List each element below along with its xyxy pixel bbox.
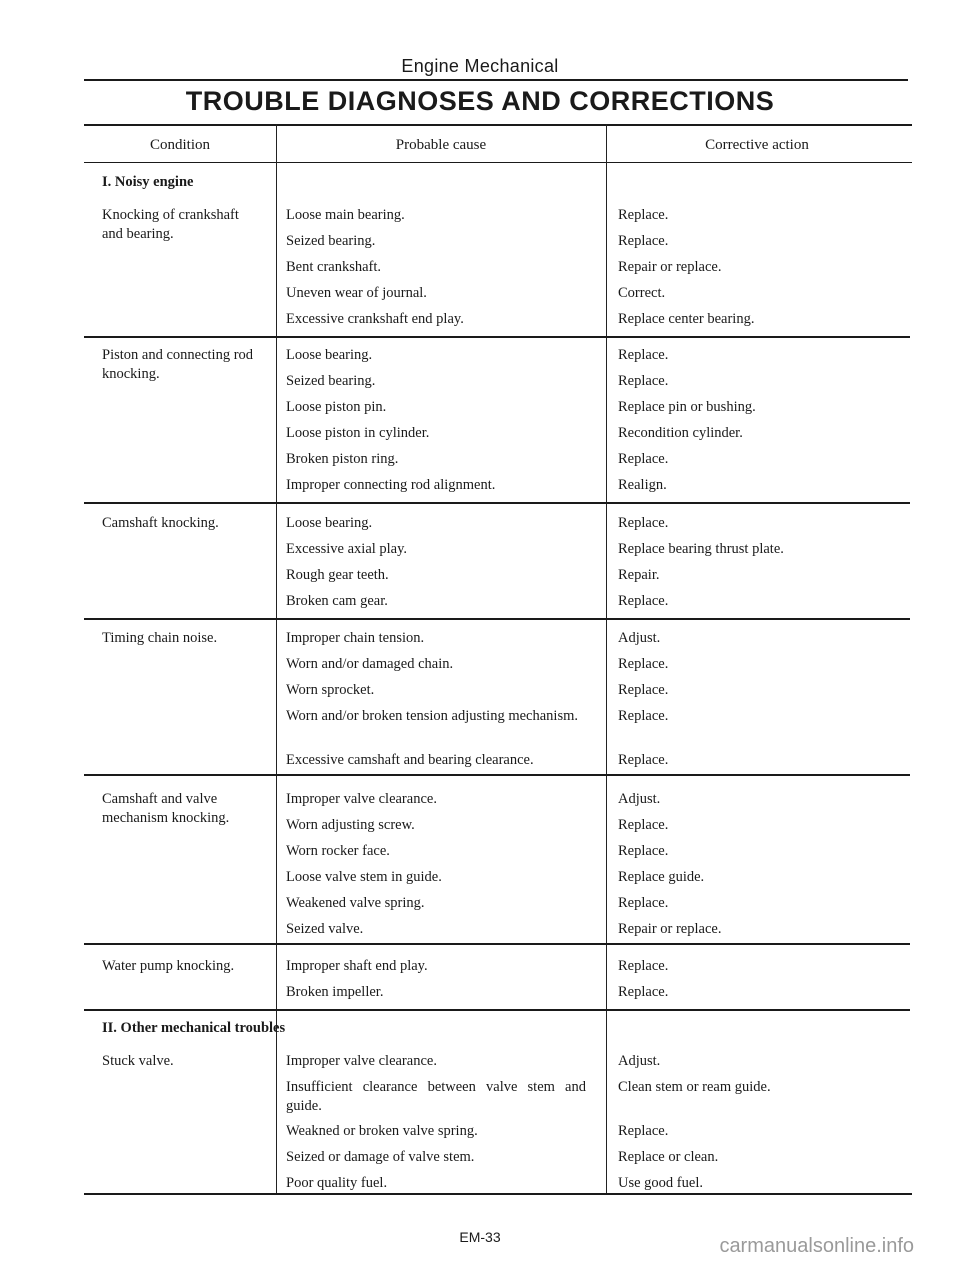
action-cell: Replace.	[618, 656, 669, 672]
action-cell: Adjust.	[618, 791, 661, 807]
cause-cell: Worn rocker face.	[286, 843, 390, 859]
cause-cell: Loose piston pin.	[286, 399, 387, 415]
cause-cell: Worn adjusting screw.	[286, 817, 415, 833]
cause-cell: Broken cam gear.	[286, 593, 388, 609]
cause-cell: Broken piston ring.	[286, 451, 399, 467]
header-condition: Condition	[149, 137, 210, 153]
cause-cell: Uneven wear of journal.	[286, 285, 427, 301]
action-cell: Replace center bearing.	[618, 311, 755, 327]
condition-cell: Piston and connecting rod knocking.	[102, 347, 254, 382]
action-cell: Replace.	[618, 1123, 669, 1139]
watermark: carmanualsonline.info	[719, 1235, 914, 1257]
category-other-troubles: II. Other mechanical troubles	[102, 1020, 286, 1036]
action-cell: Clean stem or ream guide.	[618, 1079, 771, 1095]
action-cell: Replace guide.	[618, 869, 705, 885]
cause-cell: Improper valve clearance.	[286, 791, 437, 807]
action-cell: Replace.	[618, 895, 669, 911]
action-cell: Replace.	[618, 843, 669, 859]
cause-cell: Excessive crankshaft end play.	[286, 311, 464, 327]
action-cell: Replace.	[618, 451, 669, 467]
action-cell: Replace.	[618, 347, 669, 363]
group-separator	[84, 774, 910, 776]
cause-cell: Worn and/or broken tension adjusting mechanism.	[286, 708, 578, 724]
cause-cell: Poor quality fuel.	[286, 1175, 388, 1191]
action-cell: Replace.	[618, 515, 669, 531]
action-cell: Repair.	[618, 567, 660, 583]
cause-cell: Loose main bearing.	[286, 207, 405, 223]
action-cell: Adjust.	[618, 1053, 661, 1069]
cause-cell: Insufficient clearance between valve stem and guide.	[286, 1079, 586, 1114]
action-cell: Replace.	[618, 373, 669, 389]
cause-cell: Worn sprocket.	[286, 682, 375, 698]
cause-cell: Seized valve.	[286, 921, 364, 937]
action-cell: Replace.	[618, 958, 669, 974]
cause-cell: Seized bearing.	[286, 233, 376, 249]
action-cell: Repair or replace.	[618, 921, 722, 937]
cause-cell: Excessive camshaft and bearing clearance.	[286, 752, 534, 768]
condition-cell: Timing chain noise.	[102, 630, 218, 646]
column-divider-2	[606, 124, 607, 1194]
action-cell: Use good fuel.	[618, 1175, 703, 1191]
group-separator	[84, 502, 910, 504]
action-cell: Replace pin or bushing.	[618, 399, 756, 415]
group-separator	[84, 1009, 910, 1011]
cause-cell: Improper shaft end play.	[286, 958, 428, 974]
section-title: Engine Mechanical	[401, 56, 559, 76]
cause-cell: Improper valve clearance.	[286, 1053, 437, 1069]
group-separator	[84, 336, 910, 338]
cause-cell: Broken impeller.	[286, 984, 384, 1000]
condition-cell: Camshaft and valve mechanism knocking.	[102, 791, 230, 826]
condition-cell: Stuck valve.	[102, 1053, 174, 1069]
title-rule-top	[84, 79, 908, 81]
page-number: EM-33	[459, 1229, 501, 1245]
action-cell: Replace.	[618, 207, 669, 223]
cause-cell: Excessive axial play.	[286, 541, 408, 557]
cause-cell: Improper chain tension.	[286, 630, 425, 646]
condition-cell: Water pump knocking.	[102, 958, 235, 974]
header-cause: Probable cause	[395, 137, 487, 153]
action-cell: Replace.	[618, 233, 669, 249]
header-action: Corrective action	[705, 137, 809, 153]
cause-cell: Loose piston in cylinder.	[286, 425, 430, 441]
action-cell: Replace or clean.	[618, 1149, 719, 1165]
action-cell: Adjust.	[618, 630, 661, 646]
action-cell: Recondition cylinder.	[618, 425, 743, 441]
table-bottom-rule	[84, 1193, 912, 1195]
page-title: TROUBLE DIAGNOSES AND CORRECTIONS	[185, 86, 775, 116]
action-cell: Replace.	[618, 682, 669, 698]
cause-cell: Improper connecting rod alignment.	[286, 477, 496, 493]
action-cell: Repair or replace.	[618, 259, 722, 275]
condition-cell: Camshaft knocking.	[102, 515, 219, 531]
action-cell: Replace.	[618, 817, 669, 833]
cause-cell: Worn and/or damaged chain.	[286, 656, 454, 672]
action-cell: Replace.	[618, 984, 669, 1000]
cause-cell: Rough gear teeth.	[286, 567, 389, 583]
action-cell: Replace bearing thrust plate.	[618, 541, 784, 557]
group-separator	[84, 943, 910, 945]
action-cell: Realign.	[618, 477, 667, 493]
cause-cell: Bent crankshaft.	[286, 259, 382, 275]
cause-cell: Loose bearing.	[286, 347, 373, 363]
cause-cell: Seized bearing.	[286, 373, 376, 389]
table-top-rule	[84, 124, 912, 126]
action-cell: Correct.	[618, 285, 666, 301]
group-separator	[84, 618, 910, 620]
action-cell: Replace.	[618, 752, 669, 768]
cause-cell: Loose bearing.	[286, 515, 373, 531]
cause-cell: Loose valve stem in guide.	[286, 869, 442, 885]
action-cell: Replace.	[618, 593, 669, 609]
action-cell: Replace.	[618, 708, 669, 724]
condition-cell: Knocking of crankshaft and bearing.	[102, 207, 239, 242]
cause-cell: Seized or damage of valve stem.	[286, 1149, 475, 1165]
category-noisy-engine: I. Noisy engine	[102, 174, 194, 190]
header-rule	[84, 162, 912, 163]
cause-cell: Weakened valve spring.	[286, 895, 425, 911]
cause-cell: Weakned or broken valve spring.	[286, 1123, 478, 1139]
